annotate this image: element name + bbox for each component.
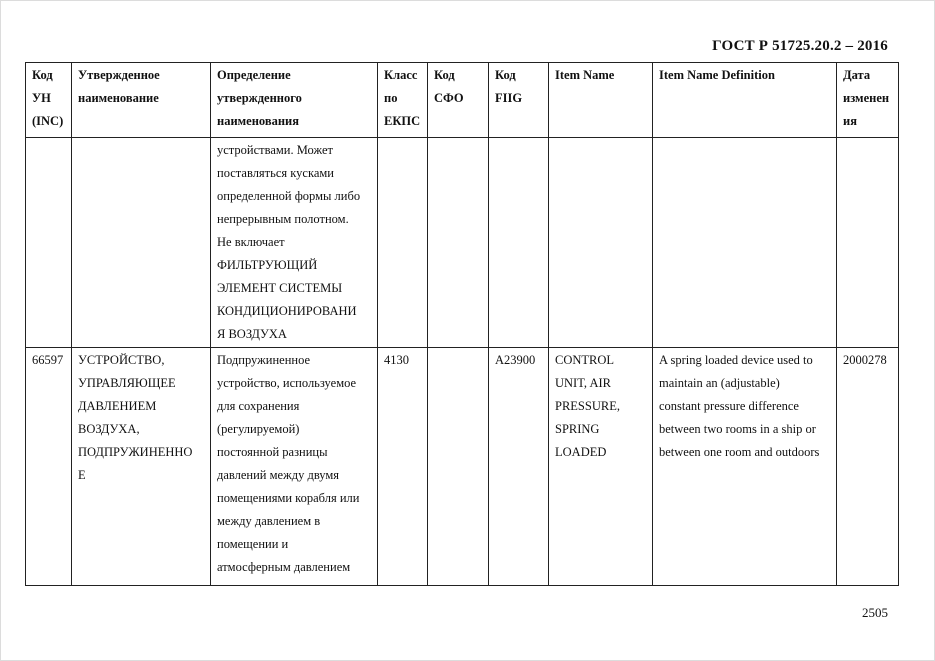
cell-item-name [549,138,653,348]
cell-fiig-code [489,138,549,348]
nomenclature-table [25,62,899,586]
cell-inc [26,138,72,348]
cell-item-name: CONTROL UNIT, AIR PRESSURE, SPRING LOADED [549,348,653,586]
column-header-sfo-code: Код СФО [428,63,489,138]
column-header-item-name-definition: Item Name Definition [653,63,837,138]
table-header-row [26,63,899,138]
cell-approved-name [72,138,211,348]
cell-ekps-class: 4130 [378,348,428,586]
cell-item-name-definition [653,138,837,348]
column-header-inc: Код УН (INC) [26,63,72,138]
column-header-approved-name: Утвержденное наименование [72,63,211,138]
cell-item-name-definition: A spring loaded device used to maintain an (adjustable) constant pressure difference between two rooms in a ship or between one room and outdoors [653,348,837,586]
cell-definition: устройствами. Может поставляться кусками определенной формы либо непрерывным полотном. Не включает ФИЛЬТРУЮЩИЙ ЭЛЕМЕНТ СИСТЕМЫ КОНДИЦИОНИРОВАНИ Я ВОЗДУХА [211,138,378,348]
column-header-definition: Определение утвержденного наименования [211,63,378,138]
table-row [26,138,899,348]
cell-ekps-class [378,138,428,348]
column-header-fiig-code: Код FIIG [489,63,549,138]
cell-sfo-code [428,348,489,586]
page-number: 2505 [862,605,888,620]
column-header-change-date: Дата изменен ия [837,63,899,138]
table-row [26,348,899,586]
cell-change-date: 2000278 [837,348,899,586]
cell-fiig-code: A23900 [489,348,549,586]
cell-sfo-code [428,138,489,348]
column-header-item-name: Item Name [549,63,653,138]
cell-inc: 66597 [26,348,72,586]
cell-definition: Подпружиненное устройство, используемое для сохранения (регулируемой) постоянной разницы давлений между двумя помещениями корабля или между давлением в помещении и атмосферным давлением [211,348,378,586]
document-code: ГОСТ Р 51725.20.2 – 2016 [712,38,888,54]
column-header-ekps-class: Класс по ЕКПС [378,63,428,138]
cell-approved-name: УСТРОЙСТВО, УПРАВЛЯЮЩЕЕ ДАВЛЕНИЕМ ВОЗДУХА, ПОДПРУЖИНЕННО Е [72,348,211,586]
cell-change-date [837,138,899,348]
